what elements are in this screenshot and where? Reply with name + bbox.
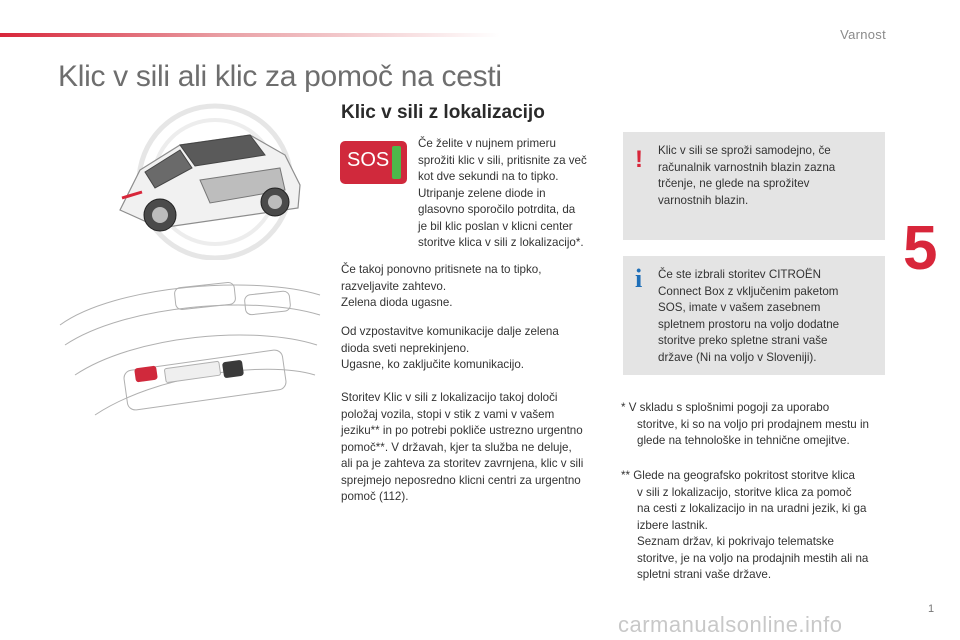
car-illustration xyxy=(100,100,330,260)
info-text: Če ste izbrali storitev CITROËN Connect Box z vključenim paketom SOS, imate v vašem zasebnem spletnem prostoru na voljo dodatne storitve preko spletne strani vaše države (Ni na voljo v Sloveniji). xyxy=(658,268,840,364)
cancel-paragraph: Če takoj ponovno pritisnete na to tipko, razveljavite zahtevo. Zelena dioda ugasne. xyxy=(341,263,542,309)
page-title: Klic v sili ali klic za pomoč na cesti xyxy=(58,60,502,93)
info-icon: i xyxy=(635,264,643,293)
footnote-1: * V skladu s splošnimi pogoji za uporabo storitve, ki so na voljo pri prodajnem mestu in glede na tehnološke in tehnične omejitve. xyxy=(621,401,869,447)
warning-exclamation-icon: ! xyxy=(635,146,643,173)
service-paragraph: Storitev Klic v sili z lokalizacijo takoj določi položaj vozila, stopi v stik z vami v vašem jeziku** in po potrebi pokliče ustrezno urgentno pomoč**. V državah, kjer ta služba ne deluje, ali pa je zahteva za storitev zavrnjena, klic v sili sprejmejo neposredno klicni centri za urgentno pomoč (112). xyxy=(341,391,584,503)
green-led-icon xyxy=(392,146,401,179)
section-subtitle: Klic v sili z lokalizacijo xyxy=(341,102,545,123)
sos-label: SOS xyxy=(347,149,390,171)
page-number: 1 xyxy=(928,603,935,615)
communication-paragraph: Od vzpostavitve komunikacije dalje zelena dioda sveti neprekinjeno. Ugasne, ko zaključite komunikacijo. xyxy=(341,325,559,371)
watermark: carmanualsonline.info xyxy=(618,612,843,637)
intro-paragraph: Če želite v nujnem primeru sprožiti klic v sili, pritisnite za več kot dve sekundi na to tipko. Utripanje zelene diode in glasovno sporočilo potrdita, da je bil klic poslan v klicni center storitve klica v sili z lokalizacijo*. xyxy=(418,137,587,249)
warning-box xyxy=(623,132,885,240)
warning-text: Klic v sili se sproži samodejno, če računalnik varnostnih blazin zazna trčenje, ne glede na sprožitev varnostnih blazin. xyxy=(658,144,836,207)
header-accent-bar xyxy=(0,33,500,37)
section-name: Varnost xyxy=(840,27,886,42)
roof-console-illustration xyxy=(55,265,325,435)
info-box xyxy=(623,256,885,375)
chapter-number: 5 xyxy=(903,214,938,283)
sos-button-illustration xyxy=(340,141,407,184)
footnote-2: ** Glede na geografsko pokritost storitve klica v sili z lokalizacijo, storitve klica za pomoč na cesti z lokalizacijo in na uradni jezik, ki ga izbere lastnik. Seznam držav, ki pokrivajo telematske storitve, je na voljo na prodajnih mestih ali na spletni strani vaše države. xyxy=(621,469,869,581)
